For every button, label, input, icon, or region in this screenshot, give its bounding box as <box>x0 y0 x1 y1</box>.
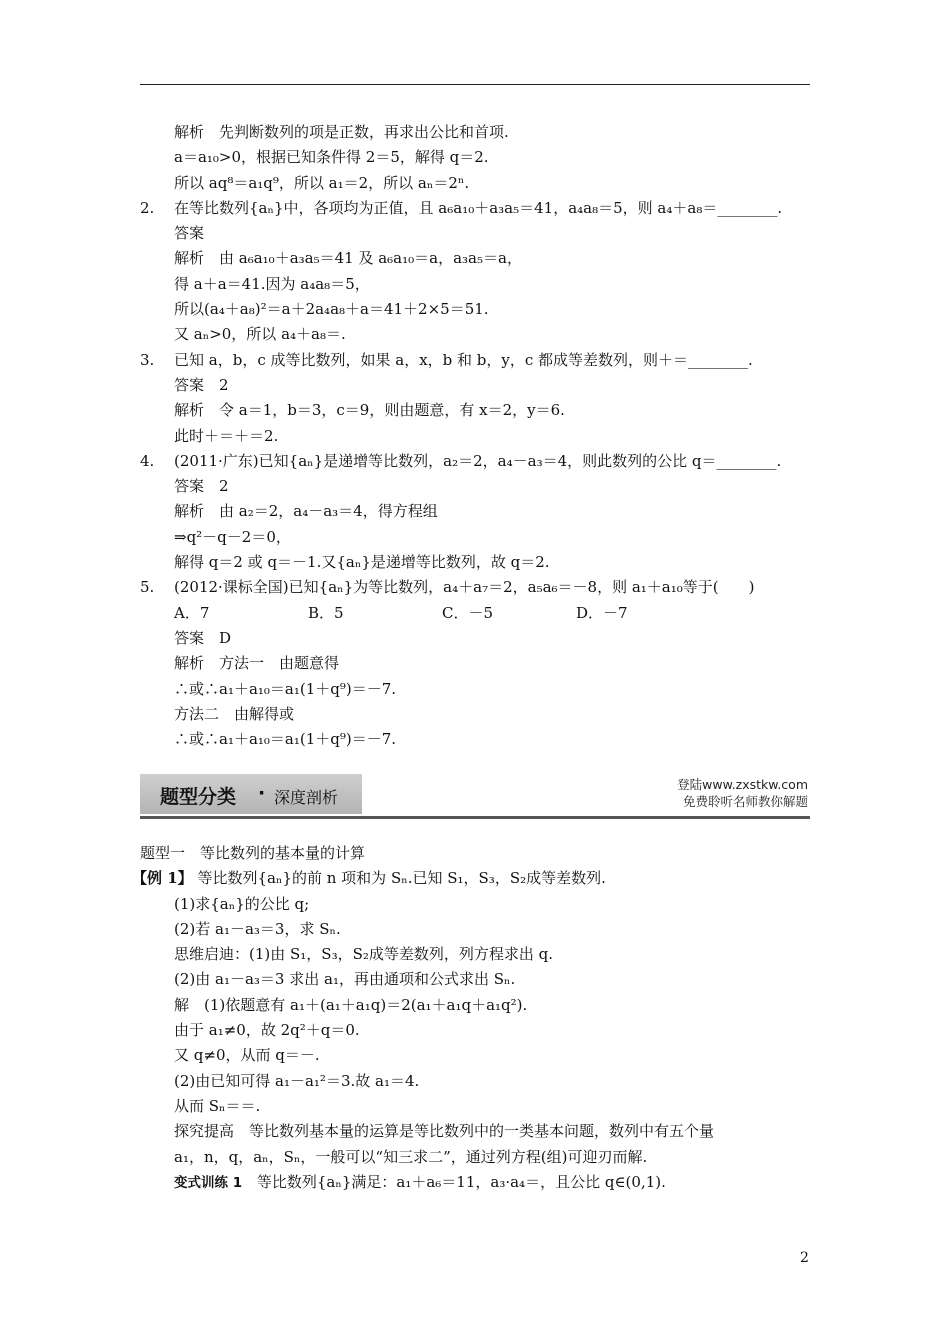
solution-line: (2)若 a₁－a₃＝3，求 Sₙ. <box>174 919 341 938</box>
line-text: 得 a＋a＝41.因为 a₄a₈＝5， <box>174 274 370 293</box>
section-answers <box>140 120 820 752</box>
question-number: 5. <box>140 578 155 597</box>
choice-option: D．－7 <box>576 603 628 622</box>
line-text: 已知 a，b，c 成等比数列，如果 a，x，b 和 b，y，c 都成等差数列，则＋＝________. <box>174 350 753 369</box>
answer-line <box>140 499 820 524</box>
line-text: 解析 由 a₂＝2，a₄－a₃＝4，得方程组 <box>174 502 438 521</box>
answer-line <box>140 145 820 170</box>
variant-line <box>140 1170 820 1195</box>
line-text: 所以 aq⁸＝a₁q⁹，所以 a₁＝2，所以 aₙ＝2ⁿ. <box>174 173 470 192</box>
answer-line <box>140 272 820 297</box>
solution-line: 从而 Sₙ＝＝. <box>174 1096 261 1115</box>
example-text: 等比数列{aₙ}的前 n 项和为 Sₙ.已知 S₁，S₃，S₂成等差数列. <box>197 869 606 888</box>
line-text: 此时＋＝＋＝2. <box>174 426 279 445</box>
line-text: 又 aₙ>0，所以 a₄＋a₈＝. <box>174 325 346 344</box>
solution-line: 又 q≠0，从而 q＝－. <box>174 1046 320 1065</box>
line-text: 所以(a₄＋a₈)²＝a＋2a₄a₈＋a＝41＋2×5＝51. <box>174 300 489 319</box>
answer-line <box>140 424 820 449</box>
banner-ad <box>677 776 808 810</box>
example-line <box>132 866 820 891</box>
solution-line: 思维启迪：(1)由 S₁，S₃，S₂成等差数列，列方程求出 q. <box>174 945 554 964</box>
section-examples <box>132 841 820 1195</box>
question-line <box>140 196 820 221</box>
answer-line <box>140 398 820 423</box>
line-text: 答案 2 <box>174 375 229 394</box>
question-line <box>140 575 820 600</box>
banner-site: 登陆www.zxstkw.com <box>677 777 808 792</box>
line-text: 解得 q＝2 或 q＝－1.又{aₙ}是递增等比数列，故 q＝2. <box>174 553 550 572</box>
answer-line: 答案 D <box>174 628 232 647</box>
header-rule <box>140 84 810 85</box>
choice-option: C．－5 <box>442 603 494 622</box>
solution-line: 由于 a₁≠0，故 2q²＋q＝0. <box>174 1021 360 1040</box>
answer-line <box>140 246 820 271</box>
banner-title-box <box>140 774 362 814</box>
line-text: 解析 先判断数列的项是正数，再求出公比和首项. <box>174 123 509 141</box>
line-text: (2011·广东)已知{aₙ}是递增等比数列，a₂＝2，a₄－a₃＝4，则此数列的公比 q＝________. <box>174 451 782 470</box>
answer-line <box>140 373 820 398</box>
choice-option: B．5 <box>308 603 344 622</box>
line-text: (2012·课标全国)已知{aₙ}为等比数列，a₄＋a₇＝2，a₅a₆＝－8，则 a₁＋a₁₀等于( ) <box>174 578 755 597</box>
type-heading-text: 题型一 等比数列的基本量的计算 <box>140 844 366 862</box>
line-text: a＝a₁₀>0，根据已知条件得 2＝5，解得 q＝2. <box>174 148 489 167</box>
banner-slogan: 免费聆听名师教你解题 <box>682 794 808 809</box>
solution-line: 探究提高 等比数列基本量的运算是等比数列中的一类基本问题，数列中有五个量 <box>174 1122 715 1141</box>
solution-line: 解 (1)依题意有 a₁＋(a₁＋a₁q)＝2(a₁＋a₁q＋a₁q²). <box>174 995 528 1014</box>
answer-line <box>140 297 820 322</box>
answer-line: ∴或∴a₁＋a₁₀＝a₁(1＋q⁹)＝－7. <box>174 679 397 698</box>
solution-line: a₁，n，q，aₙ，Sₙ，一般可以“知三求二”，通过列方程(组)可迎刃而解. <box>174 1147 648 1166</box>
example-tag: 【例 1】 <box>132 869 193 888</box>
answer-line: ∴或∴a₁＋a₁₀＝a₁(1＋q⁹)＝－7. <box>174 730 397 749</box>
line-text: 答案 2 <box>174 477 229 496</box>
question-number: 3. <box>140 350 155 369</box>
solution-line: (2)由 a₁－a₃＝3 求出 a₁，再由通项和公式求出 Sₙ. <box>174 970 516 989</box>
line-text: 答案 <box>174 224 205 243</box>
question-line <box>140 449 820 474</box>
banner-dot: · <box>258 782 266 804</box>
type-heading <box>140 841 820 866</box>
solution-line: (2)由已知可得 a₁－a₁²＝3.故 a₁＝4. <box>174 1071 420 1090</box>
answer-line <box>140 474 820 499</box>
choice-option: A．7 <box>174 603 210 622</box>
question-number: 2. <box>140 198 155 217</box>
answer-line: 方法二 由解得或 <box>174 704 295 723</box>
variant-tag: 变式训练 1 <box>174 1174 243 1191</box>
banner-subtitle: 深度剖析 <box>274 788 339 807</box>
answer-line: 解析 方法一 由题意得 <box>174 654 340 673</box>
variant-text: 等比数列{aₙ}满足：a₁＋a₆＝11，a₃·a₄＝，且公比 q∈(0,1). <box>256 1172 666 1191</box>
answer-line <box>140 322 820 347</box>
answer-line <box>140 525 820 550</box>
answer-line <box>140 221 820 246</box>
line-text: 解析 由 a₆a₁₀＋a₃a₅＝41 及 a₆a₁₀＝a，a₃a₅＝a， <box>174 249 522 268</box>
question-number: 4. <box>140 451 155 470</box>
choices-row <box>140 601 820 626</box>
section-banner <box>140 770 810 819</box>
line-text: ⇒q²－q－2＝0， <box>174 527 291 546</box>
line-text: 解析 令 a＝1，b＝3，c＝9，则由题意，有 x＝2，y＝6. <box>174 401 565 420</box>
question-line <box>140 348 820 373</box>
line-text: 在等比数列{aₙ}中，各项均为正值，且 a₆a₁₀＋a₃a₅＝41，a₄a₈＝5，则 a₄＋a₈＝________. <box>174 198 783 217</box>
answer-line <box>140 550 820 575</box>
banner-title: 题型分类 <box>160 786 237 808</box>
answer-line <box>140 120 820 145</box>
solution-line: (1)求{aₙ}的公比 q; <box>174 894 310 913</box>
page-number: 2 <box>800 1250 809 1266</box>
answer-line <box>140 171 820 196</box>
